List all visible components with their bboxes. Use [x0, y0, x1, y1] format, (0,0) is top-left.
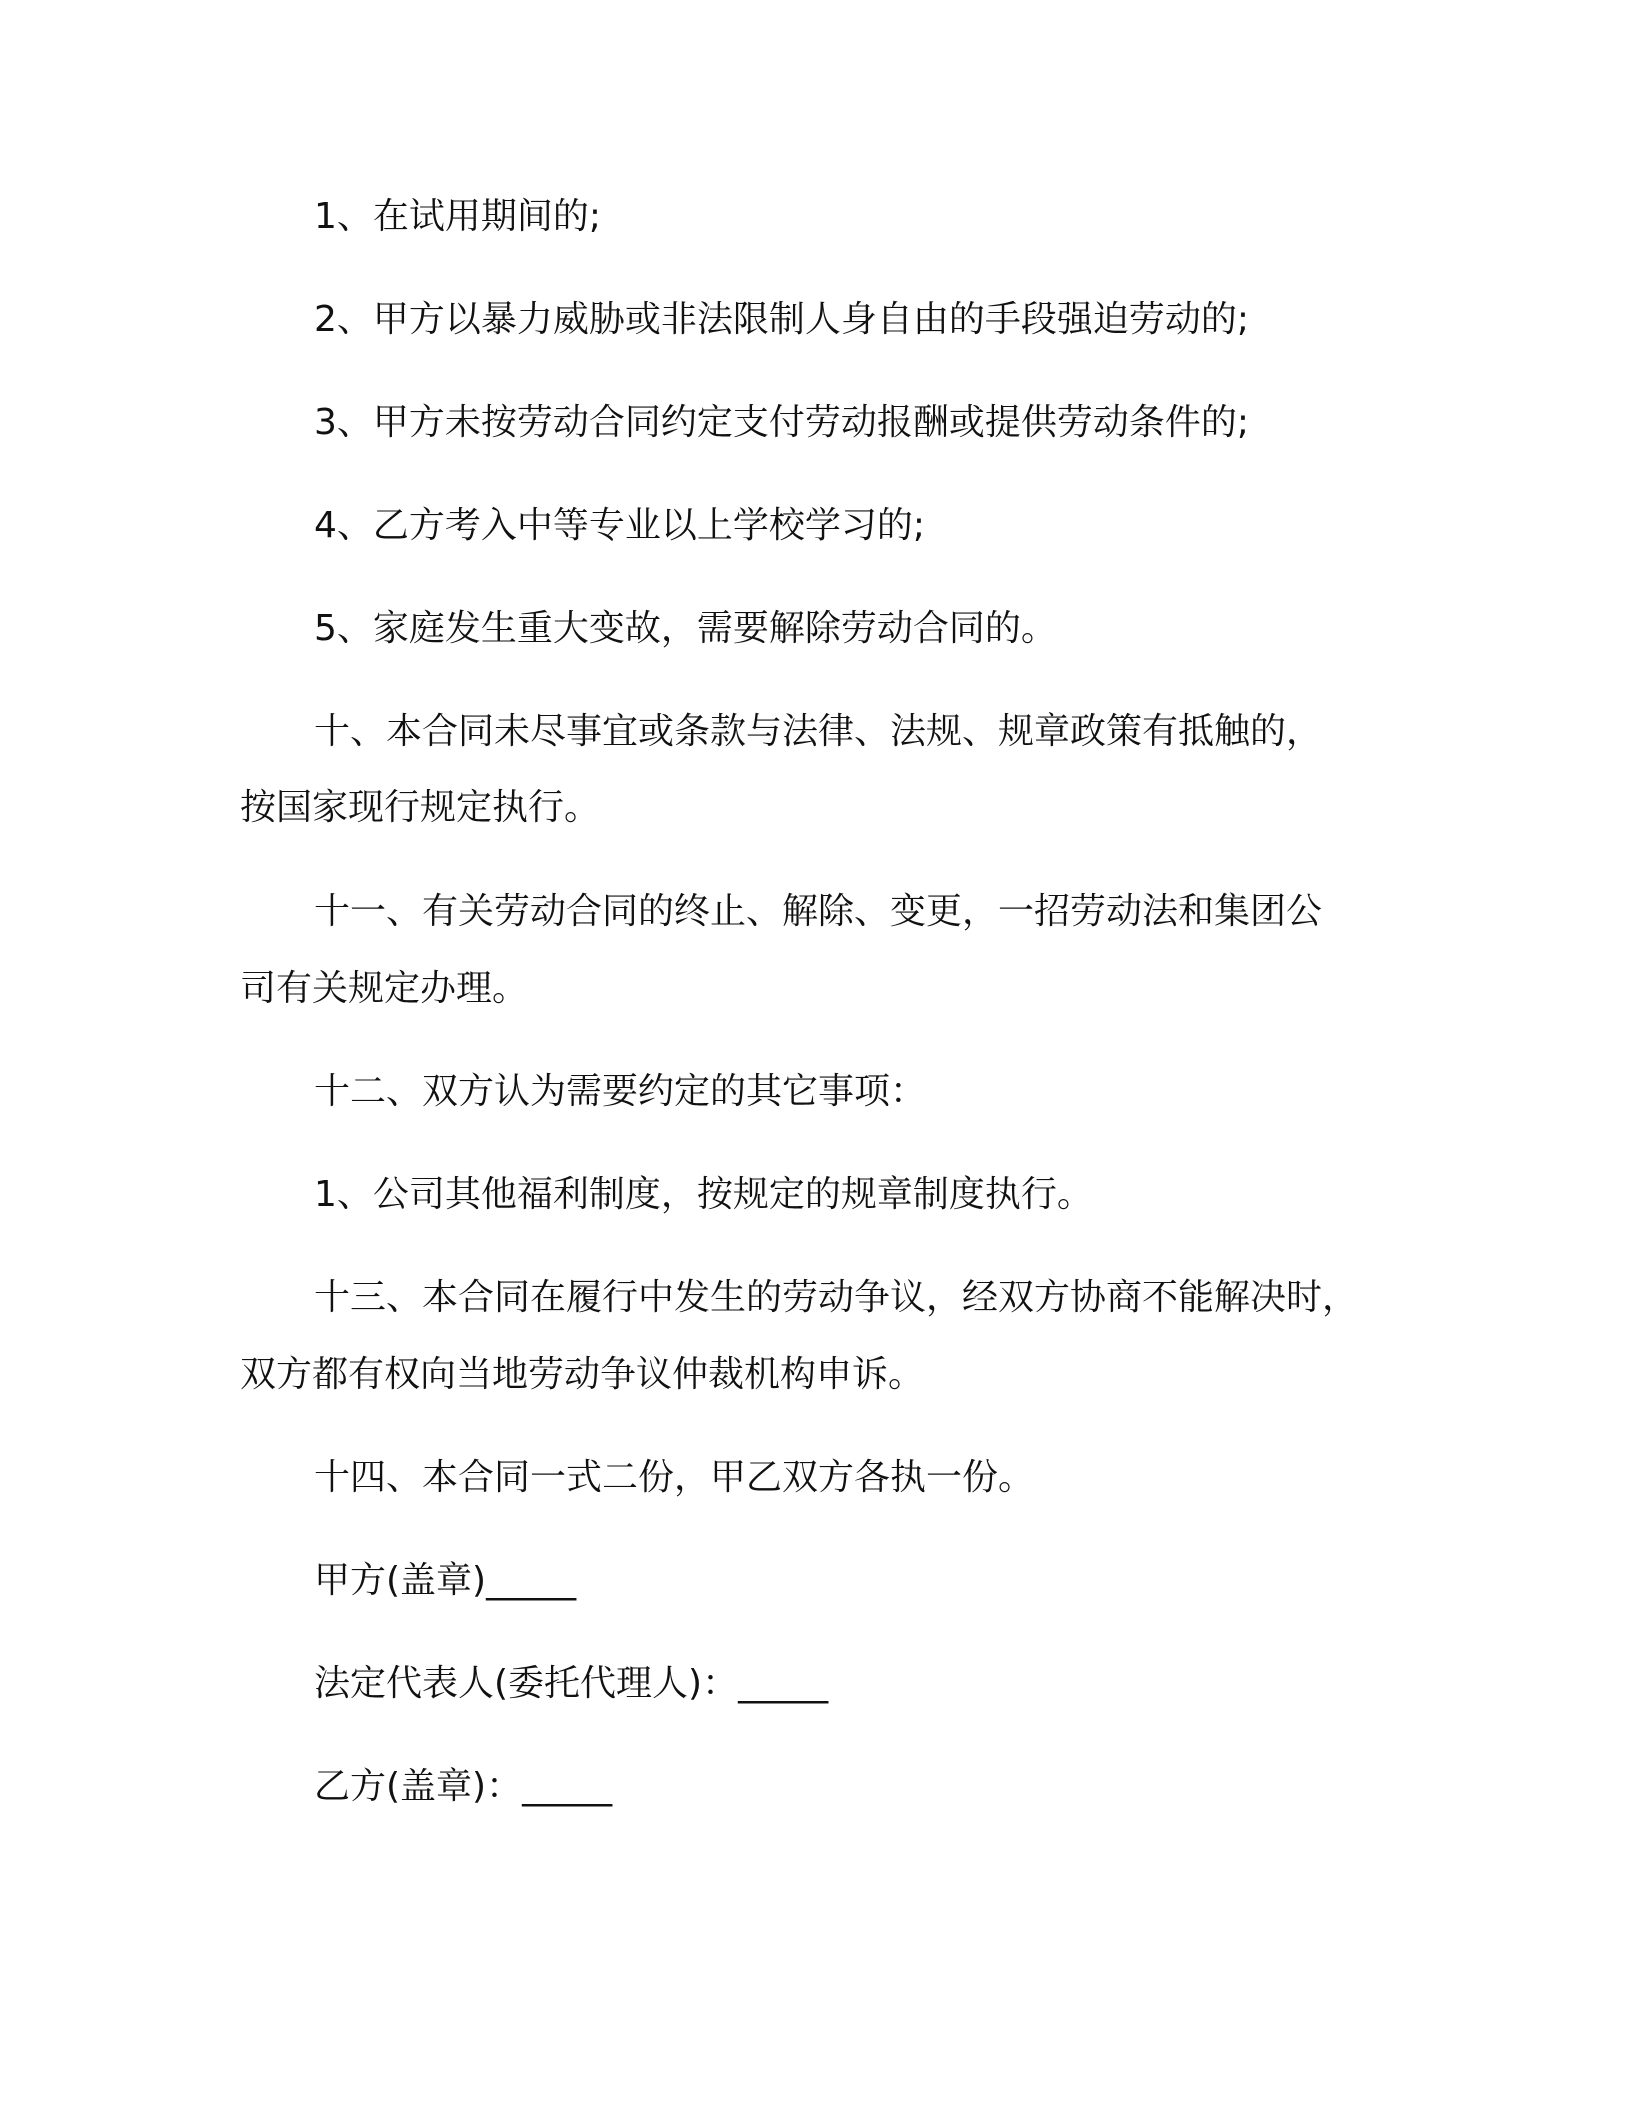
clause-item-1: 1、在试用期间的; [314, 196, 602, 237]
clause-eleven-line-2: 司有关规定办理。 [240, 968, 529, 1009]
clause-item-4: 4、乙方考入中等专业以上学校学习的; [314, 505, 926, 546]
party-a-seal-line: 甲方(盖章)_____ [314, 1560, 577, 1601]
clause-item-5: 5、家庭发生重大变故，需要解除劳动合同的。 [314, 608, 1057, 649]
clause-ten-line-1: 十、本合同未尽事宜或条款与法律、法规、规章政策有抵触的， [314, 711, 1323, 752]
legal-representative-line: 法定代表人(委托代理人)：_____ [314, 1663, 829, 1704]
clause-item-3: 3、甲方未按劳动合同约定支付劳动报酬或提供劳动条件的; [314, 402, 1250, 443]
clause-thirteen-line-1: 十三、本合同在履行中发生的劳动争议，经双方协商不能解决时， [314, 1277, 1359, 1318]
clause-fourteen: 十四、本合同一式二份，甲乙双方各执一份。 [314, 1457, 1035, 1498]
clause-item-2: 2、甲方以暴力威胁或非法限制人身自由的手段强迫劳动的; [314, 299, 1250, 340]
clause-twelve: 十二、双方认为需要约定的其它事项： [314, 1071, 927, 1112]
clause-thirteen-line-2: 双方都有权向当地劳动争议仲裁机构申诉。 [240, 1354, 925, 1395]
clause-eleven-line-1: 十一、有关劳动合同的终止、解除、变更，一招劳动法和集团公 [314, 891, 1323, 932]
clause-ten-line-2: 按国家现行规定执行。 [240, 787, 601, 828]
party-b-seal-line: 乙方(盖章)：_____ [314, 1766, 613, 1807]
clause-twelve-item-1: 1、公司其他福利制度，按规定的规章制度执行。 [314, 1174, 1093, 1215]
